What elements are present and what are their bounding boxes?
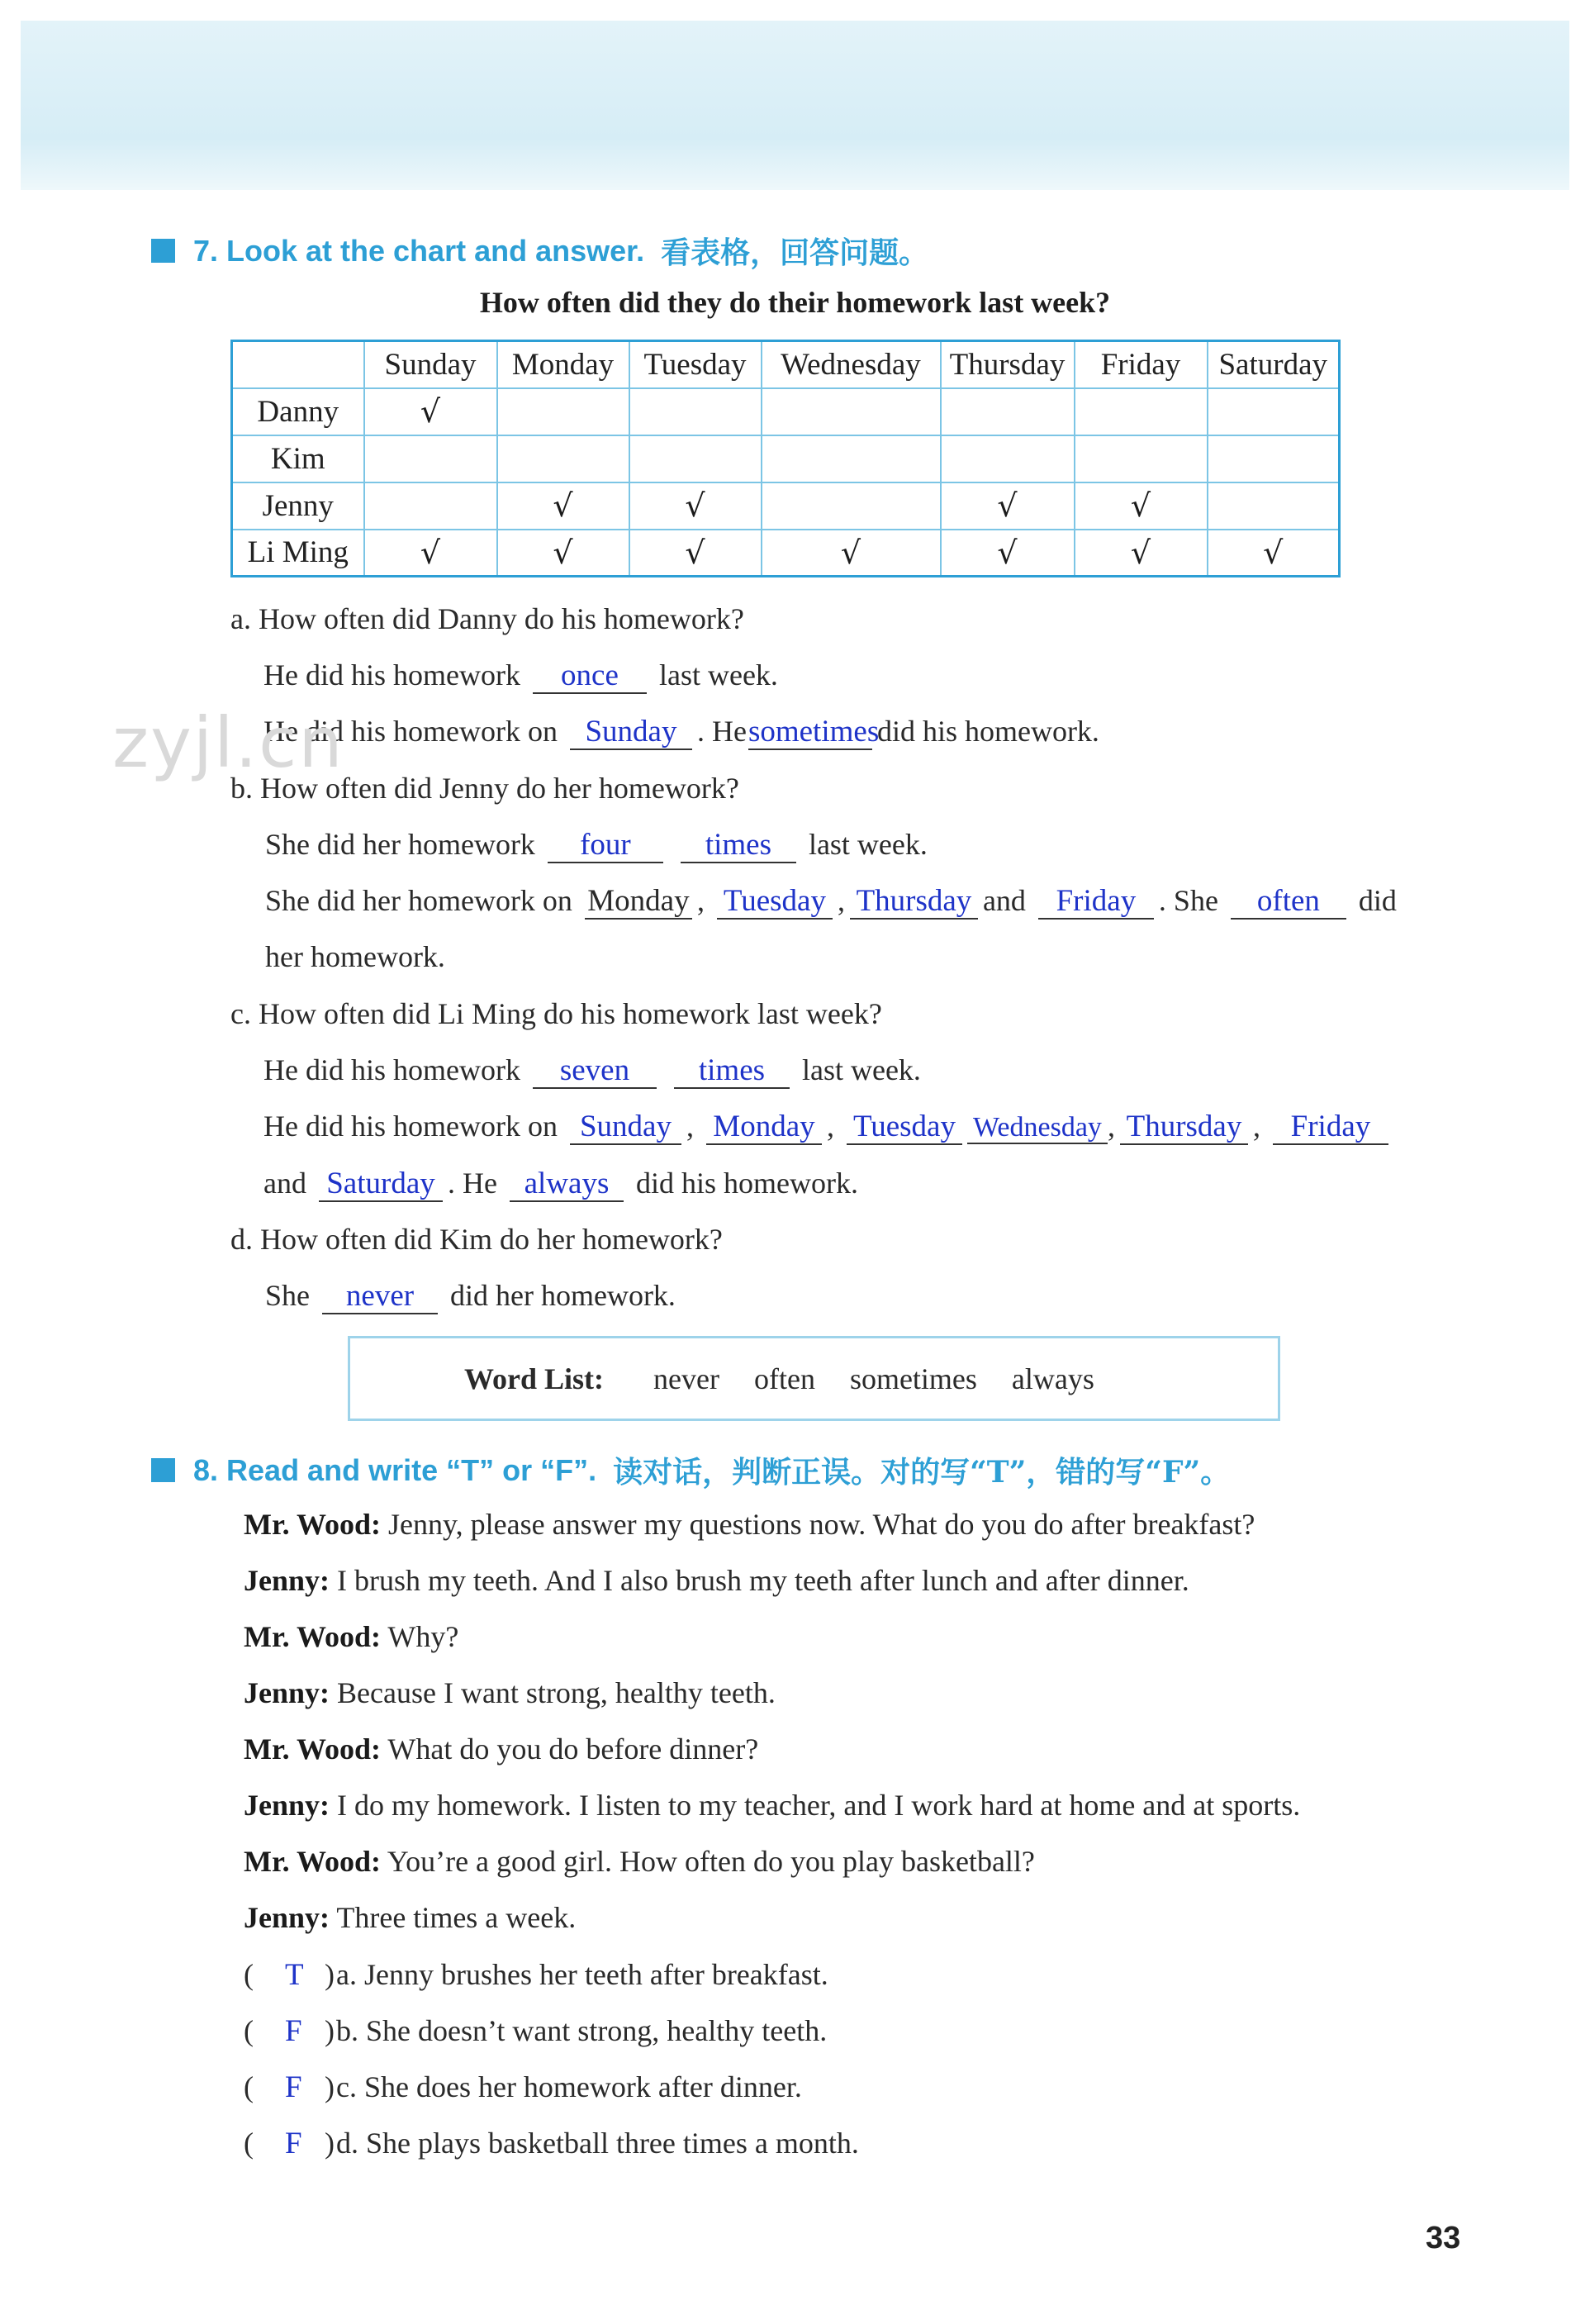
answer-line bbox=[263, 658, 778, 694]
answer-blank: Sunday bbox=[570, 716, 692, 750]
line-text: and bbox=[982, 884, 1026, 917]
row-name: Kim bbox=[232, 435, 364, 482]
check-cell: √ bbox=[629, 482, 762, 530]
statement-text: a. Jenny brushes her teeth after breakfast. bbox=[336, 1958, 828, 1991]
section-marker-icon bbox=[151, 239, 175, 263]
answer-blank: Tuesday bbox=[847, 1111, 962, 1145]
speaker: Mr. Wood: bbox=[244, 1845, 382, 1878]
check-cell bbox=[1208, 435, 1340, 482]
check-cell: √ bbox=[497, 530, 629, 577]
speaker: Mr. Wood: bbox=[244, 1620, 382, 1653]
day-header: Saturday bbox=[1208, 341, 1340, 388]
check-cell: √ bbox=[762, 530, 941, 577]
day-header: Sunday bbox=[364, 341, 497, 388]
line-text: last week. bbox=[801, 1053, 921, 1086]
check-cell bbox=[629, 388, 762, 435]
answer-blank: Monday bbox=[706, 1111, 822, 1145]
chart-caption: How often did they do their homework last week? bbox=[479, 286, 1111, 319]
section-7-title-cn: 看表格，回答问题。 bbox=[661, 235, 929, 270]
row-name: Danny bbox=[232, 388, 364, 435]
answer-parens: ( F ) bbox=[244, 2070, 335, 2104]
answer-blank: never bbox=[322, 1281, 438, 1314]
day-header: Friday bbox=[1075, 341, 1208, 388]
check-cell bbox=[1208, 388, 1340, 435]
word-list-item: always bbox=[1011, 1362, 1094, 1395]
row-name: Jenny bbox=[232, 482, 364, 530]
check-cell bbox=[762, 388, 941, 435]
check-cell: √ bbox=[941, 482, 1075, 530]
chart-row bbox=[232, 435, 1340, 482]
tf-statement bbox=[244, 1957, 828, 1992]
dialogue-line bbox=[244, 1732, 758, 1766]
answer-blank: Tuesday bbox=[717, 886, 833, 920]
row-name: Li Ming bbox=[232, 530, 364, 577]
day-header: Thursday bbox=[941, 341, 1075, 388]
answer-line bbox=[263, 1053, 921, 1089]
dialogue-text: Three times a week. bbox=[336, 1901, 577, 1934]
answer-line bbox=[265, 1278, 676, 1314]
check-cell: √ bbox=[364, 530, 497, 577]
check-cell bbox=[1075, 435, 1208, 482]
check-cell: √ bbox=[1075, 482, 1208, 530]
dialogue-text: What do you do before dinner? bbox=[387, 1732, 759, 1766]
answer-blank: times bbox=[674, 1055, 790, 1089]
tf-statement bbox=[244, 2013, 827, 2048]
line-text: . He bbox=[696, 715, 747, 748]
answer-blank: once bbox=[533, 660, 647, 694]
word-list-box bbox=[348, 1336, 1280, 1421]
question-b: b. How often did Jenny do her homework? bbox=[230, 772, 739, 805]
question-d: d. How often did Kim do her homework? bbox=[230, 1223, 723, 1256]
answer-blank: always bbox=[510, 1168, 624, 1202]
dialogue-text: Because I want strong, healthy teeth. bbox=[337, 1676, 776, 1709]
speaker: Mr. Wood: bbox=[244, 1732, 382, 1766]
answer-blank: Saturday bbox=[319, 1168, 443, 1202]
line-text: He did his homework on bbox=[263, 1110, 558, 1143]
line-text: He did his homework bbox=[263, 1053, 520, 1086]
dialogue-line bbox=[244, 1900, 576, 1935]
answer-parens: ( F ) bbox=[244, 2127, 335, 2160]
answer-parens: ( F ) bbox=[244, 2014, 335, 2048]
line-text: last week. bbox=[808, 828, 928, 861]
answer-blank: times bbox=[681, 829, 796, 863]
statement-text: b. She doesn’t want strong, healthy teeth. bbox=[336, 2014, 828, 2047]
section-7-heading bbox=[151, 230, 928, 272]
statement-text: c. She does her homework after dinner. bbox=[336, 2070, 802, 2103]
line-text: . He bbox=[447, 1167, 497, 1200]
line-text: did bbox=[1358, 884, 1397, 917]
day-header: Tuesday bbox=[629, 341, 762, 388]
line-text: She bbox=[265, 1279, 310, 1312]
line-text: She did her homework on bbox=[265, 884, 572, 917]
dialogue-text: You’re a good girl. How often do you play basketball? bbox=[387, 1845, 1035, 1878]
dialogue-line bbox=[244, 1675, 776, 1710]
answer-line bbox=[263, 1166, 858, 1202]
word-list-item: sometimes bbox=[849, 1362, 977, 1395]
line-text: and bbox=[263, 1167, 306, 1200]
check-cell bbox=[762, 482, 941, 530]
check-cell bbox=[364, 482, 497, 530]
section-8-title-cn: 读对话，判断正误。对的写“T”，错的写“F”。 bbox=[613, 1455, 1231, 1490]
answer-line: She did her homework on Monday , Tuesday , Thursday and Friday . She often did bbox=[265, 884, 1397, 918]
answer-line: He did his homework on Sunday , Monday , Tuesday Wednesday , Thursday , Friday bbox=[263, 1109, 1393, 1145]
check-cell bbox=[629, 435, 762, 482]
answer-line bbox=[263, 714, 1099, 750]
check-cell bbox=[1208, 482, 1340, 530]
chart-row bbox=[232, 530, 1340, 577]
header-band bbox=[21, 21, 1569, 190]
dialogue-line bbox=[244, 1563, 1189, 1598]
check-cell: √ bbox=[1208, 530, 1340, 577]
word-list-title: Word List: bbox=[464, 1362, 605, 1395]
statement-text: d. She plays basketball three times a month. bbox=[336, 2127, 859, 2160]
answer-line bbox=[265, 827, 928, 863]
section-8-heading bbox=[151, 1449, 1230, 1491]
check-cell bbox=[497, 388, 629, 435]
check-cell bbox=[762, 435, 941, 482]
answer-blank: four bbox=[548, 829, 663, 863]
dialogue-line bbox=[244, 1844, 1035, 1879]
dialogue-text: I brush my teeth. And I also brush my teeth after lunch and after dinner. bbox=[337, 1564, 1189, 1597]
speaker: Jenny: bbox=[244, 1789, 330, 1822]
answer-blank: Wednesday bbox=[967, 1113, 1108, 1144]
tf-answer: F bbox=[285, 2127, 302, 2160]
answer-blank: Friday bbox=[1038, 886, 1154, 920]
check-cell bbox=[941, 435, 1075, 482]
line-text: did her homework. bbox=[450, 1279, 676, 1312]
answer-blank: Thursday bbox=[850, 886, 978, 920]
line-text: He did his homework on bbox=[263, 715, 558, 748]
chart-row bbox=[232, 388, 1340, 435]
check-cell: √ bbox=[941, 530, 1075, 577]
section-7-title: 7. Look at the chart and answer. bbox=[193, 233, 645, 268]
page-number: 33 bbox=[1426, 2221, 1461, 2255]
dialogue-line bbox=[244, 1619, 458, 1654]
dialogue-line bbox=[244, 1507, 1255, 1542]
word-list-item: often bbox=[753, 1362, 815, 1395]
answer-blank: Friday bbox=[1273, 1111, 1388, 1145]
section-8-title: 8. Read and write “T” or “F”. bbox=[193, 1452, 597, 1487]
check-cell: √ bbox=[364, 388, 497, 435]
answer-line: her homework. bbox=[265, 940, 445, 973]
chart-row bbox=[232, 482, 1340, 530]
question-a: a. How often did Danny do his homework? bbox=[230, 602, 744, 635]
check-cell bbox=[941, 388, 1075, 435]
tf-answer: F bbox=[285, 2070, 302, 2104]
line-text: . She bbox=[1158, 884, 1218, 917]
chart-corner-cell bbox=[232, 341, 364, 388]
dialogue-line bbox=[244, 1788, 1300, 1823]
day-header: Monday bbox=[497, 341, 629, 388]
line-text: last week. bbox=[658, 658, 778, 691]
tf-statement bbox=[244, 2126, 859, 2160]
speaker: Jenny: bbox=[244, 1676, 330, 1709]
line-text: did his homework. bbox=[876, 715, 1099, 748]
homework-chart bbox=[230, 340, 1341, 577]
line-text: She did her homework bbox=[265, 828, 535, 861]
check-cell bbox=[1075, 388, 1208, 435]
dialogue-text: Jenny, please answer my questions now. What do you do after breakfast? bbox=[388, 1508, 1255, 1541]
check-cell: √ bbox=[1075, 530, 1208, 577]
section-marker-icon bbox=[151, 1458, 175, 1482]
line-text: did his homework. bbox=[635, 1167, 858, 1200]
answer-blank: sometimes bbox=[748, 715, 880, 749]
check-cell: √ bbox=[497, 482, 629, 530]
answer-blank: Monday bbox=[585, 886, 692, 920]
line-text: He did his homework bbox=[263, 658, 520, 691]
speaker: Mr. Wood: bbox=[244, 1508, 382, 1541]
answer-blank: often bbox=[1231, 886, 1346, 920]
word-list-item: never bbox=[653, 1362, 719, 1395]
question-c: c. How often did Li Ming do his homework last week? bbox=[230, 997, 882, 1030]
dialogue-text: Why? bbox=[387, 1620, 459, 1653]
answer-parens: ( T ) bbox=[244, 1958, 335, 1992]
tf-answer: F bbox=[285, 2014, 302, 2048]
tf-statement bbox=[244, 2070, 802, 2104]
watermark: zyjl.cn bbox=[112, 702, 344, 783]
dialogue-text: I do my homework. I listen to my teacher, and I work hard at home and at sports. bbox=[337, 1789, 1301, 1822]
chart-header-row bbox=[232, 341, 1340, 388]
speaker: Jenny: bbox=[244, 1564, 330, 1597]
check-cell: √ bbox=[629, 530, 762, 577]
tf-answer: T bbox=[285, 1958, 304, 1992]
check-cell bbox=[364, 435, 497, 482]
answer-blank: Sunday bbox=[570, 1111, 681, 1145]
check-cell bbox=[497, 435, 629, 482]
answer-blank: seven bbox=[533, 1055, 657, 1089]
answer-blank: Thursday bbox=[1120, 1111, 1248, 1145]
speaker: Jenny: bbox=[244, 1901, 330, 1934]
day-header: Wednesday bbox=[762, 341, 941, 388]
